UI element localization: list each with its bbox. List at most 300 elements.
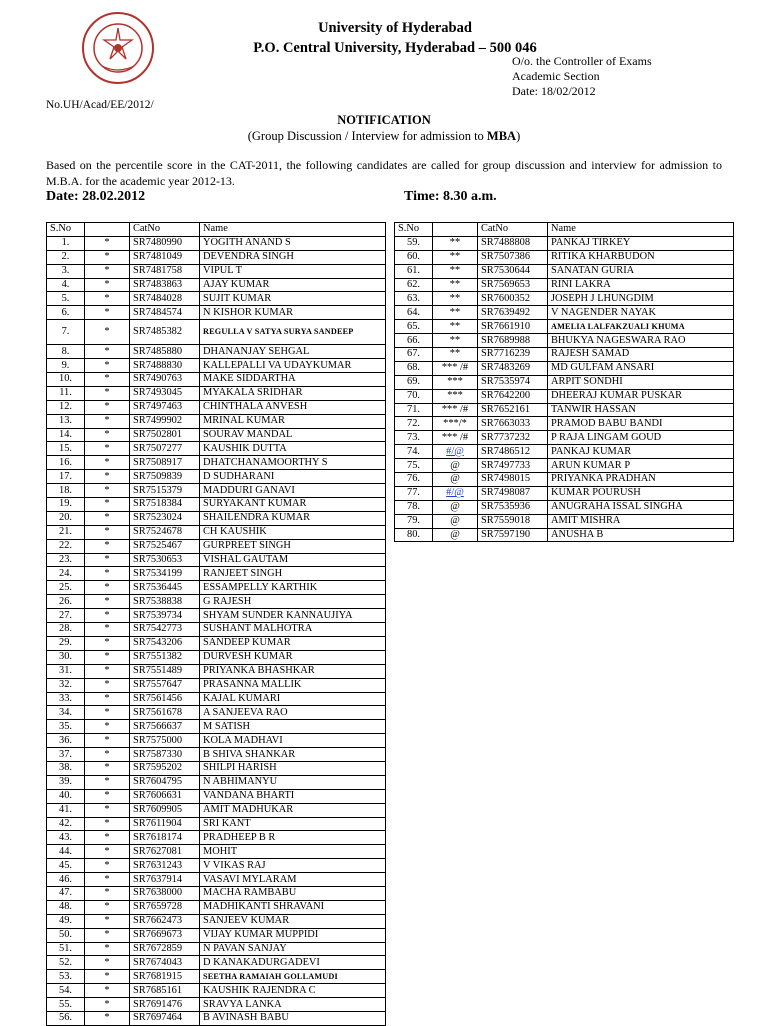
cat-number: SR7523024 — [130, 511, 200, 525]
cat-number: SR7606631 — [130, 789, 200, 803]
serial-number: 68. — [395, 361, 433, 375]
category-mark: * — [85, 956, 130, 970]
cat-number: SR7534199 — [130, 567, 200, 581]
candidate-name: PANKAJ KUMAR — [548, 445, 734, 459]
header-name: Name — [548, 223, 734, 237]
candidate-name: N ABHIMANYU — [200, 775, 386, 789]
candidate-rows-right — [395, 236, 734, 542]
category-mark: * — [85, 803, 130, 817]
category-mark: * — [85, 831, 130, 845]
cat-number: SR7551382 — [130, 650, 200, 664]
category-mark: * — [85, 650, 130, 664]
header-sno: S.No — [395, 223, 433, 237]
cat-number: SR7515379 — [130, 484, 200, 498]
category-mark: ** — [433, 250, 478, 264]
table-row — [47, 984, 386, 998]
cat-number: SR7480990 — [130, 236, 200, 250]
category-mark: ***/* — [433, 417, 478, 431]
table-row — [395, 250, 734, 264]
cat-number: SR7652161 — [478, 403, 548, 417]
serial-number: 45. — [47, 859, 85, 873]
category-mark: * — [85, 264, 130, 278]
table-row — [47, 859, 386, 873]
table-row — [47, 595, 386, 609]
table-row — [47, 886, 386, 900]
table-row — [47, 706, 386, 720]
table-row — [47, 306, 386, 320]
cat-number: SR7661910 — [478, 320, 548, 334]
table-row — [47, 650, 386, 664]
interview-date: Date: 28.02.2012 — [46, 189, 146, 204]
table-row — [47, 278, 386, 292]
table-row — [47, 236, 386, 250]
candidate-name: SURYAKANT KUMAR — [200, 498, 386, 512]
category-mark: *** — [433, 389, 478, 403]
serial-number: 61. — [395, 264, 433, 278]
candidate-name: PRASANNA MALLIK — [200, 678, 386, 692]
header-catno: CatNo — [130, 223, 200, 237]
table-row — [47, 498, 386, 512]
cat-number: SR7689988 — [478, 334, 548, 348]
serial-number: 32. — [47, 678, 85, 692]
category-mark: * — [85, 442, 130, 456]
serial-number: 22. — [47, 539, 85, 553]
candidate-name: SEETHA RAMAIAH GOLLAMUDI — [200, 970, 386, 984]
category-mark: * — [85, 998, 130, 1012]
category-mark: * — [85, 748, 130, 762]
candidate-name: SHAILENDRA KUMAR — [200, 511, 386, 525]
serial-number: 76. — [395, 473, 433, 487]
candidate-name: ANUSHA B — [548, 528, 734, 542]
serial-number: 80. — [395, 528, 433, 542]
table-row — [47, 817, 386, 831]
serial-number: 78. — [395, 500, 433, 514]
candidate-name: SANJEEV KUMAR — [200, 914, 386, 928]
cat-number: SR7509839 — [130, 470, 200, 484]
candidate-table-left — [46, 222, 386, 1026]
category-mark: * — [85, 456, 130, 470]
table-row — [47, 831, 386, 845]
candidate-name: RANJEET SINGH — [200, 567, 386, 581]
table-row — [395, 236, 734, 250]
category-mark: *** /# — [433, 361, 478, 375]
candidate-name: PRIYANKA PRADHAN — [548, 473, 734, 487]
category-mark: * — [85, 567, 130, 581]
serial-number: 54. — [47, 984, 85, 998]
cat-number: SR7561678 — [130, 706, 200, 720]
category-mark: * — [85, 928, 130, 942]
candidate-name: MACHA RAMBABU — [200, 886, 386, 900]
cat-number: SR7637914 — [130, 873, 200, 887]
cat-number: SR7483269 — [478, 361, 548, 375]
candidate-name: V NAGENDER NAYAK — [548, 306, 734, 320]
table-row — [47, 998, 386, 1012]
serial-number: 47. — [47, 886, 85, 900]
serial-number: 77. — [395, 486, 433, 500]
cat-number: SR7609905 — [130, 803, 200, 817]
candidate-name: KAUSHIK DUTTA — [200, 442, 386, 456]
category-mark: @ — [433, 473, 478, 487]
candidate-name: CH KAUSHIK — [200, 525, 386, 539]
category-mark: *** — [433, 375, 478, 389]
table-row — [395, 514, 734, 528]
candidate-name: SUSHANT MALHOTRA — [200, 623, 386, 637]
cat-number: SR7543206 — [130, 636, 200, 650]
candidate-name: ANUGRAHA ISSAL SINGHA — [548, 500, 734, 514]
table-row — [47, 264, 386, 278]
candidate-name: CHINTHALA ANVESH — [200, 400, 386, 414]
serial-number: 55. — [47, 998, 85, 1012]
cat-number: SR7499902 — [130, 414, 200, 428]
serial-number: 9. — [47, 359, 85, 373]
candidate-name: SHILPI HARISH — [200, 761, 386, 775]
candidate-name: D SUDHARANI — [200, 470, 386, 484]
table-row — [47, 956, 386, 970]
cat-number: SR7488808 — [478, 236, 548, 250]
cat-number: SR7737232 — [478, 431, 548, 445]
table-row — [47, 664, 386, 678]
candidate-name: RAJESH SAMAD — [548, 348, 734, 362]
cat-number: SR7483863 — [130, 278, 200, 292]
table-row — [47, 1011, 386, 1025]
category-mark: *** /# — [433, 431, 478, 445]
category-mark: * — [85, 581, 130, 595]
serial-number: 1. — [47, 236, 85, 250]
cat-number: SR7559018 — [478, 514, 548, 528]
category-mark: * — [85, 345, 130, 359]
candidate-name: SUJIT KUMAR — [200, 292, 386, 306]
candidate-name: DEVENDRA SINGH — [200, 250, 386, 264]
table-row — [47, 942, 386, 956]
notification-title: NOTIFICATION — [337, 113, 431, 127]
cat-number: SR7536445 — [130, 581, 200, 595]
candidate-name: MRINAL KUMAR — [200, 414, 386, 428]
candidate-name: MD GULFAM ANSARI — [548, 361, 734, 375]
table-row — [395, 292, 734, 306]
category-mark: * — [85, 970, 130, 984]
table-row — [395, 306, 734, 320]
table-row — [395, 348, 734, 362]
candidate-name: JOSEPH J LHUNGDIM — [548, 292, 734, 306]
serial-number: 75. — [395, 459, 433, 473]
candidate-name: ARPIT SONDHI — [548, 375, 734, 389]
header-name: Name — [200, 223, 386, 237]
table-row — [395, 278, 734, 292]
category-mark: * — [85, 511, 130, 525]
candidate-name: DHEERAJ KUMAR PUSKAR — [548, 389, 734, 403]
candidate-name: AJAY KUMAR — [200, 278, 386, 292]
candidate-name: KALLEPALLI VA UDAYKUMAR — [200, 359, 386, 373]
serial-number: 10. — [47, 373, 85, 387]
candidate-name: MADHIKANTI SHRAVANI — [200, 900, 386, 914]
candidate-name: MADDURI GANAVI — [200, 484, 386, 498]
serial-number: 33. — [47, 692, 85, 706]
serial-number: 71. — [395, 403, 433, 417]
category-mark: * — [85, 942, 130, 956]
table-row — [395, 431, 734, 445]
category-mark: * — [85, 539, 130, 553]
cat-number: SR7662473 — [130, 914, 200, 928]
serial-number: 39. — [47, 775, 85, 789]
header-mark — [85, 223, 130, 237]
table-row — [47, 292, 386, 306]
cat-number: SR7631243 — [130, 859, 200, 873]
category-mark[interactable]: #/@ — [433, 445, 478, 459]
cat-number: SR7604795 — [130, 775, 200, 789]
serial-number: 67. — [395, 348, 433, 362]
category-mark: @ — [433, 514, 478, 528]
cat-number: SR7530653 — [130, 553, 200, 567]
category-mark: * — [85, 609, 130, 623]
header-sno: S.No — [47, 223, 85, 237]
category-mark: ** — [433, 348, 478, 362]
serial-number: 18. — [47, 484, 85, 498]
category-mark: ** — [433, 306, 478, 320]
serial-number: 74. — [395, 445, 433, 459]
cat-number: SR7611904 — [130, 817, 200, 831]
notification-subtitle — [0, 129, 768, 144]
cat-number: SR7498087 — [478, 486, 548, 500]
candidate-name: DHATCHANAMOORTHY S — [200, 456, 386, 470]
table-row — [47, 428, 386, 442]
candidate-name: KAUSHIK RAJENDRA C — [200, 984, 386, 998]
serial-number: 11. — [47, 386, 85, 400]
candidate-name: SANDEEP KUMAR — [200, 636, 386, 650]
serial-number: 24. — [47, 567, 85, 581]
category-mark: *** /# — [433, 403, 478, 417]
interview-time: Time: 8.30 a.m. — [404, 189, 497, 204]
table-row — [47, 511, 386, 525]
office-date: Date: 18/02/2012 — [512, 84, 596, 98]
table-row — [47, 470, 386, 484]
table-row — [47, 748, 386, 762]
serial-number: 5. — [47, 292, 85, 306]
cat-number: SR7569653 — [478, 278, 548, 292]
cat-number: SR7685161 — [130, 984, 200, 998]
table-row — [47, 320, 386, 345]
cat-number: SR7481758 — [130, 264, 200, 278]
candidate-name: RINI LAKRA — [548, 278, 734, 292]
serial-number: 15. — [47, 442, 85, 456]
cat-number: SR7542773 — [130, 623, 200, 637]
table-row — [47, 803, 386, 817]
category-mark: * — [85, 525, 130, 539]
table-row — [47, 928, 386, 942]
category-mark: * — [85, 886, 130, 900]
table-row — [47, 386, 386, 400]
category-mark: * — [85, 873, 130, 887]
candidate-name: PANKAJ TIRKEY — [548, 236, 734, 250]
table-row — [47, 539, 386, 553]
serial-number: 63. — [395, 292, 433, 306]
cat-number: SR7697464 — [130, 1011, 200, 1025]
category-mark: * — [85, 636, 130, 650]
cat-number: SR7551489 — [130, 664, 200, 678]
table-row — [47, 567, 386, 581]
cat-number: SR7497463 — [130, 400, 200, 414]
candidate-name: D KANAKADURGADEVI — [200, 956, 386, 970]
candidate-name: DURVESH KUMAR — [200, 650, 386, 664]
candidate-name: SRI KANT — [200, 817, 386, 831]
serial-number: 23. — [47, 553, 85, 567]
table-row — [395, 417, 734, 431]
serial-number: 3. — [47, 264, 85, 278]
cat-number: SR7497733 — [478, 459, 548, 473]
candidate-name: M SATISH — [200, 720, 386, 734]
table-header-row — [395, 223, 734, 237]
cat-number: SR7600352 — [478, 292, 548, 306]
category-mark: * — [85, 859, 130, 873]
cat-number: SR7672859 — [130, 942, 200, 956]
category-mark: * — [85, 400, 130, 414]
cat-number: SR7669673 — [130, 928, 200, 942]
serial-number: 73. — [395, 431, 433, 445]
category-mark[interactable]: #/@ — [433, 486, 478, 500]
category-mark: * — [85, 306, 130, 320]
table-row — [395, 403, 734, 417]
category-mark: ** — [433, 278, 478, 292]
serial-number: 26. — [47, 595, 85, 609]
candidate-name: AMIT MISHRA — [548, 514, 734, 528]
serial-number: 21. — [47, 525, 85, 539]
category-mark: * — [85, 900, 130, 914]
category-mark: * — [85, 250, 130, 264]
serial-number: 48. — [47, 900, 85, 914]
cat-number: SR7498015 — [478, 473, 548, 487]
cat-number: SR7484028 — [130, 292, 200, 306]
serial-number: 41. — [47, 803, 85, 817]
table-row — [47, 359, 386, 373]
table-row — [47, 873, 386, 887]
category-mark: * — [85, 484, 130, 498]
candidate-name: B SHIVA SHANKAR — [200, 748, 386, 762]
cat-number: SR7486512 — [478, 445, 548, 459]
serial-number: 59. — [395, 236, 433, 250]
table-row — [395, 375, 734, 389]
category-mark: ** — [433, 334, 478, 348]
serial-number: 7. — [47, 320, 85, 345]
cat-number: SR7525467 — [130, 539, 200, 553]
table-row — [47, 914, 386, 928]
table-row — [47, 400, 386, 414]
candidate-name: PRADHEEP B R — [200, 831, 386, 845]
cat-number: SR7535974 — [478, 375, 548, 389]
candidate-name: G RAJESH — [200, 595, 386, 609]
serial-number: 30. — [47, 650, 85, 664]
serial-number: 37. — [47, 748, 85, 762]
table-row — [47, 720, 386, 734]
serial-number: 12. — [47, 400, 85, 414]
candidate-name: VISHAL GAUTAM — [200, 553, 386, 567]
serial-number: 56. — [47, 1011, 85, 1025]
serial-number: 8. — [47, 345, 85, 359]
category-mark: * — [85, 984, 130, 998]
cat-number: SR7691476 — [130, 998, 200, 1012]
table-row — [395, 264, 734, 278]
table-row — [47, 623, 386, 637]
category-mark: * — [85, 623, 130, 637]
serial-number: 53. — [47, 970, 85, 984]
candidate-name: VANDANA BHARTI — [200, 789, 386, 803]
subtitle-program: MBA — [486, 129, 517, 143]
serial-number: 16. — [47, 456, 85, 470]
cat-number: SR7502801 — [130, 428, 200, 442]
candidate-name: B AVINASH BABU — [200, 1011, 386, 1025]
table-row — [47, 484, 386, 498]
table-row — [47, 900, 386, 914]
candidate-name: DHANANJAY SEHGAL — [200, 345, 386, 359]
cat-number: SR7575000 — [130, 734, 200, 748]
cat-number: SR7716239 — [478, 348, 548, 362]
serial-number: 34. — [47, 706, 85, 720]
cat-number: SR7524678 — [130, 525, 200, 539]
table-row — [47, 414, 386, 428]
table-row — [47, 442, 386, 456]
cat-number: SR7681915 — [130, 970, 200, 984]
cat-number: SR7518384 — [130, 498, 200, 512]
serial-number: 60. — [395, 250, 433, 264]
serial-number: 31. — [47, 664, 85, 678]
candidate-name: TANWIR HASSAN — [548, 403, 734, 417]
cat-number: SR7639492 — [478, 306, 548, 320]
serial-number: 51. — [47, 942, 85, 956]
category-mark: ** — [433, 320, 478, 334]
table-row — [47, 636, 386, 650]
university-name: University of Hyderabad — [318, 20, 472, 36]
table-row — [47, 692, 386, 706]
category-mark: ** — [433, 236, 478, 250]
serial-number: 52. — [47, 956, 85, 970]
cat-number: SR7507386 — [478, 250, 548, 264]
category-mark: * — [85, 789, 130, 803]
category-mark: * — [85, 775, 130, 789]
category-mark: * — [85, 664, 130, 678]
serial-number: 65. — [395, 320, 433, 334]
candidate-name: MAKE SIDDARTHA — [200, 373, 386, 387]
serial-number: 25. — [47, 581, 85, 595]
candidate-name: REGULLA V SATYA SURYA SANDEEP — [200, 320, 386, 345]
table-row — [47, 553, 386, 567]
category-mark: * — [85, 386, 130, 400]
candidate-table-right — [394, 222, 734, 542]
serial-number: 46. — [47, 873, 85, 887]
category-mark: * — [85, 428, 130, 442]
table-row — [47, 456, 386, 470]
serial-number: 2. — [47, 250, 85, 264]
serial-number: 40. — [47, 789, 85, 803]
serial-number: 66. — [395, 334, 433, 348]
table-row — [395, 445, 734, 459]
candidate-name: PRAMOD BABU BANDI — [548, 417, 734, 431]
cat-number: SR7674043 — [130, 956, 200, 970]
table-row — [47, 609, 386, 623]
serial-number: 17. — [47, 470, 85, 484]
cat-number: SR7597190 — [478, 528, 548, 542]
cat-number: SR7627081 — [130, 845, 200, 859]
category-mark: * — [85, 292, 130, 306]
candidate-name: N PAVAN SANJAY — [200, 942, 386, 956]
serial-number: 49. — [47, 914, 85, 928]
serial-number: 13. — [47, 414, 85, 428]
category-mark: * — [85, 817, 130, 831]
candidate-name: A SANJEEVA RAO — [200, 706, 386, 720]
cat-number: SR7481049 — [130, 250, 200, 264]
table-row — [47, 734, 386, 748]
cat-number: SR7484574 — [130, 306, 200, 320]
serial-number: 35. — [47, 720, 85, 734]
table-row — [47, 970, 386, 984]
serial-number: 6. — [47, 306, 85, 320]
